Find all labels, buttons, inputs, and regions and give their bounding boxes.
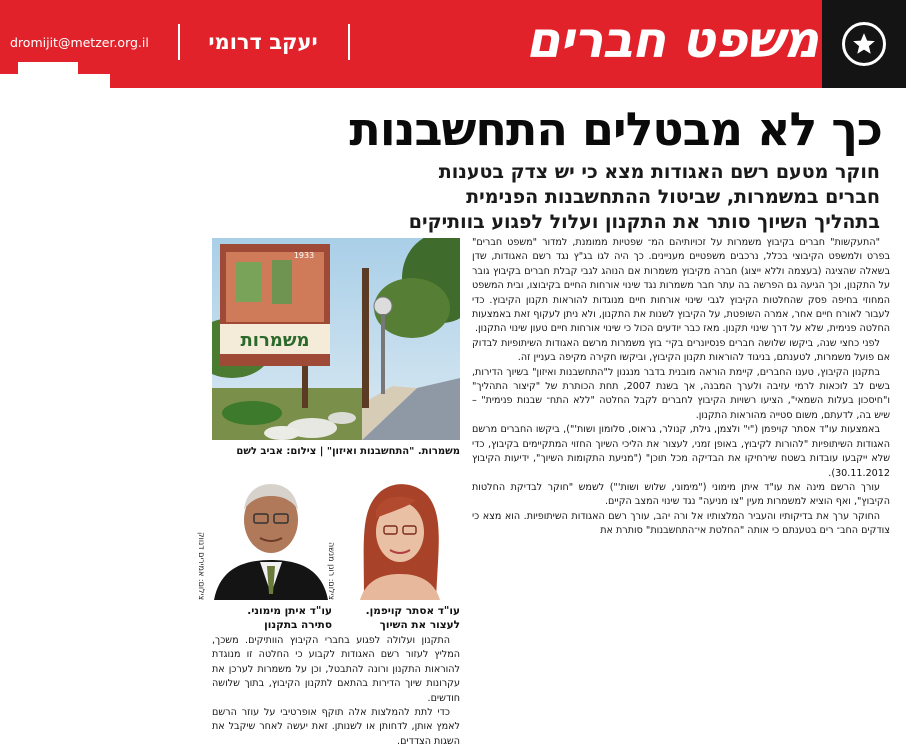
eitan-caption-role: סתירה בתקנון (264, 619, 332, 631)
esther-caption-name: עו"ד אסתר קויפמן. (365, 605, 460, 617)
body-column-left (212, 634, 460, 753)
column-banner (0, 0, 906, 88)
esther-photo-credit: צילום: רונן מנשה (327, 542, 336, 600)
esther-caption (340, 604, 460, 632)
mishmarot-sign-photo (212, 238, 460, 440)
sign-year: 1933 (293, 251, 315, 260)
mishmarot-sign-illustration (212, 238, 460, 440)
sign-text: משמרות (240, 330, 310, 351)
body-paragraph: לפני כחצי שנה, ביקשו שלושה חברים פנסיונרים בקי־ בוץ משמרות מרשם האגודות השיתופיות לבדוק אם פועל משמרות, לטענתם, בניגוד להוראות תקנון הקיבוץ, וביקשו חקירה מקיפה בעניין זה. (472, 337, 890, 364)
subhead-line: בתהליך השיוך סותר את התקנון ועלול לפגוע בוותיקים (408, 211, 880, 233)
caption-credit: צילום: אביב לשם (236, 446, 317, 457)
body-paragraph: עורך הרשם מינה את עו"ד איתן מימוני ("מימוני, שלוש ושות'") לשמש "חוקר לבדיקת החלטות הקיבוץ", ואף הוציא למשמרות מעין "צו מניעה" נגד שינוי המצב הקיים. (472, 481, 890, 508)
eitan-portrait-illustration (210, 470, 332, 600)
banner-notch (0, 74, 110, 88)
body-paragraph: בתקנון הקיבוץ, טענו החברים, קיימת הוראה מובנית בדבר מנגנון ל"התחשבנות ואיזון" בשיוך הדירות, בשים לב לוכאות לרמי עזיבה ולערך המבנה, אך בשנת 2007, תחת הכותרת של "קיצור התהליך" ו"חיסכון בעלות השמאי", הציעו רשויות הקיבוץ לחברים לקבל החלטה "ללא התח־ שבנות פנימית" – שיש בה, לדעתם, משום סטייה מהוראות התקנון. (472, 366, 890, 421)
body-paragraph: התקנון ועלולה לפגוע בחברי הקיבוץ הוותיקים. משכך, המליץ לעזור רשם האגודות לקבוע כי החלטה זו מנוגדת להוראות התקנון ורונה להתבטל, וכן על משמרות לערכן את עקרונות שיוך הדירות בהתאם לתקנון הקיבוץ, בתוך שלושה חודשים. (212, 635, 460, 704)
eitan-photo-credit: צילום: אמירים דנווק (197, 531, 206, 600)
article-headline: כך לא מבטלים התחשבנות (349, 102, 882, 156)
star-icon-glyph (851, 31, 877, 57)
eitan-caption-name: עו"ד איתן מימוני. (247, 605, 332, 617)
body-column-right (472, 236, 890, 753)
star-icon (842, 22, 886, 66)
body-paragraph: באמצעות עו"ד אסתר קויפמן ("י" ולצמן, גילת, קנולר, גראוס, סלומון ושות'"), ביקשו החברים מרשם האגודות השיתופיות "להורות לקיבוץ, באופן זמני, לעצור את הליכי השיוך החזוי המתקיימים בקיבוץ, כדי שלא ייקבעו עובדות בשטח שירחיקו את הבדיקה מכל תוכן" ("מניעת התקומות השיוך", ידיעות הקיבוץ 30.11.2012). (472, 424, 890, 479)
subhead-line: חברים במשמרות, שביטול ההתחשבנות הפנימית (466, 186, 880, 208)
banner-divider (348, 24, 350, 60)
author-name: יעקב דרומי (208, 30, 318, 54)
author-email[interactable]: dromijit@metzer.org.il (10, 35, 149, 50)
esther-portrait-illustration (340, 470, 460, 600)
caption-title: משמרות. "התחשבנות ואיזון" (326, 446, 460, 457)
banner-notch-secondary (18, 62, 78, 74)
main-photo-caption (212, 444, 460, 460)
body-paragraph: החוקר ערך את בדיקותיו והעביר המלצותיו אל ורה יהב, עורך רשם האגודות השיתופיות. הוא מצא כי צודקים החב־ רים בטענתם כי אותה "החלטת אי־התחשבנות" סותרת את (472, 510, 890, 537)
caption-separator: | (316, 446, 324, 457)
body-paragraph: כדי לתת להמלצות אלה תוקף אופרטיבי על עוזר הרשם לאמץ אותן, לדחותן או לשנותן. זאת יעשה לאחר שיקבל את השגות הצדדים. (212, 707, 460, 747)
eitan-portrait (210, 470, 332, 600)
article-subhead (280, 160, 880, 235)
esther-portrait (340, 470, 460, 600)
eitan-caption (210, 604, 332, 632)
body-paragraph: "התעקשות" חברים בקיבוץ משמרות על זכויותיהם המ־ שפטיות ממומנת, למדור "משפט חברים" בפרט ולמשפט הקיבוצי בכלל, נרכבים משפטיים מעניינים. כך היה לגו בג"ץ נגד רשם האגודות, שדן בשאלה שהציגה (בעצמה וללא ייצוג) חברה מקיבוץ משמרות אם הנוהג לגבי קבלת חברים בקיבוץ גובר על התקנון, וכך הגיעה גם הפרשה בה עתר חבר משמרות נגד שינוי אורחות החיים בקיבוצו, ובית המשפט המחוזי בחיפה פסק שהחלטות הקיבוץ לגבי שינוי אורחות חיים מנוגדות להוראות תקנון הקיבוץ. כדי לעבור לאורח חיים אחר, אמרה השופטת, על הקיבוץ לשנות את התקנון, ולא ניתן לעקוף זאת באמצעות החלטה פנימית, שלא על דרך שינוי תקנון. מאז כבר יודעים הכול כי שינוי אורחות חיים טעון שינוי התקנון. (472, 237, 890, 335)
esther-caption-role: לעצור את השיוך (379, 619, 460, 631)
subhead-line: חוקר מטעם רשם האגודות מצא כי יש צדק בטענות (438, 161, 880, 183)
banner-divider (178, 24, 180, 60)
column-title: משפט חברים (525, 11, 818, 69)
